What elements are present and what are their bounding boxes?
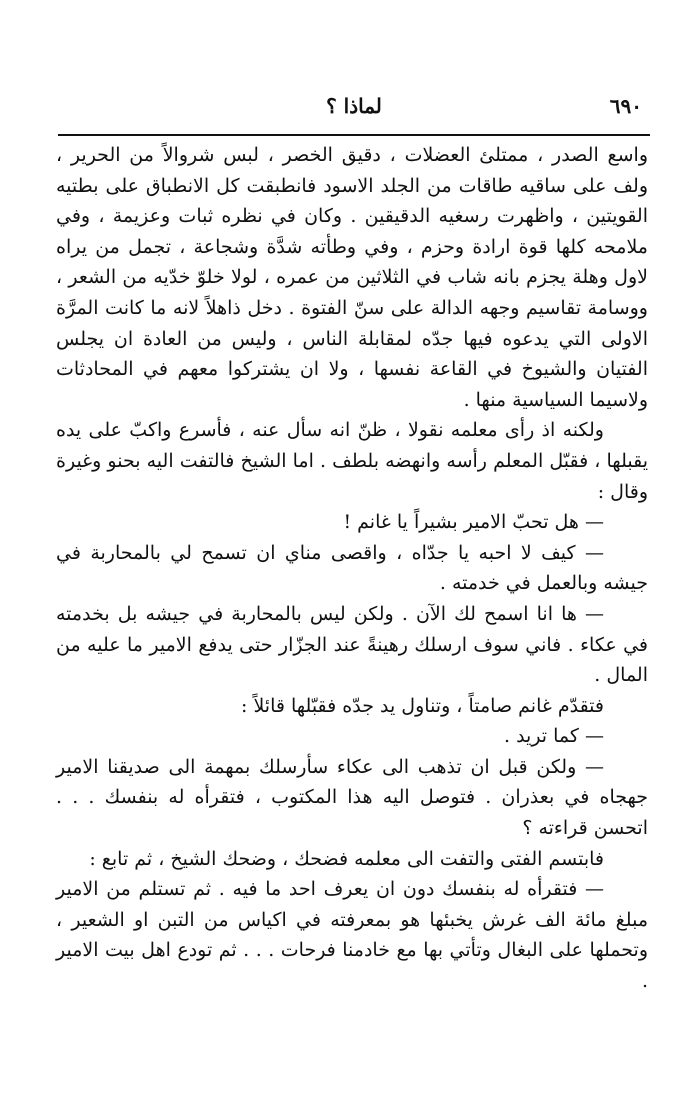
paragraph-4: فابتسم الفتى والتفت الى معلمه فضحك ، وضحك الشيخ ، ثم تابع :	[89, 847, 604, 870]
running-title: لماذا ؟	[326, 94, 382, 118]
page-number: ٦٩٠	[609, 94, 642, 118]
dialog-line-4: — كما تريد .	[503, 725, 604, 748]
dialog-line-1: — هل تحبّ الامير بشيراً يا غانم !	[343, 511, 604, 534]
page-header	[58, 94, 650, 124]
dialog-line-2: — كيف لا احبه يا جدّاه ، واقصى مناي ان تسمح لي بالمحاربة في جيشه وبالعمل في خدمته .	[56, 541, 648, 595]
dialog-line-3: — ها انا اسمح لك الآن . ولكن ليس بالمحاربة في جيشه بل بخدمته في عكاء . فاني سوف ارسلك رهينةً عند الجزّار حتى يدفع الامير ما عليه من المال .	[56, 602, 648, 687]
paragraph-3: فتقدّم غانم صامتاً ، وتناول يد جدّه فقبّلها قائلاً :	[241, 694, 604, 717]
body-text	[56, 140, 648, 997]
header-rule	[58, 134, 650, 136]
dialog-line-5: — ولكن قبل ان تذهب الى عكاء سأرسلك بمهمة الى صديقنا الامير جهجاه في بعذران . فتوصل اليه هذا المكتوب ، فتقرأه له بنفسك . . . اتحسن قراءته ؟	[56, 755, 648, 840]
paragraph-1: واسع الصدر ، ممتلئ العضلات ، دقيق الخصر ، لبس شروالاً من الحرير ، ولف على ساقيه طاقات من الجلد الاسود فانطبقت كل الانطباق على بطتيه القويتين ، واظهرت رسغيه الدقيقين . وكان في نظره ثبات وعزيمة ، وفي ملامحه كلها قوة ارادة وحزم ، وفي وطأته شدَّة وشجاعة ، تجمل من يراه لاول وهلة يجزم بانه شاب في الثلاثين من عمره ، لولا خلوّ خدّيه من الشعر ، ووسامة تقاسيم وجهه الدالة على سنّ الفتوة . دخل ذاهلاً لانه ما كانت المرَّة الاولى التي يدعوه فيها جدّه لمقابلة الناس ، وليس من العادة ان يجلس الفتيان والشيوخ في القاعة نفسها ، ولا ان يشتركوا معهم في المحادثات ولاسيما السياسية منها .	[56, 144, 648, 411]
dialog-line-6: — فتقرأه له بنفسك دون ان يعرف احد ما فيه . ثم تستلم من الامير مبلغ مائة الف غرش يخبئها هو بمعرفته في اكياس من التبن او الشعير ، وتحملها على البغال وتأتي بها مع خادمنا فرحات . . . ثم تودع اهل بيت الامير .	[56, 878, 648, 993]
paragraph-2: ولكنه اذ رأى معلمه نقولا ، ظنّ انه سأل عنه ، فأسرع واكبّ على يده يقبلها ، فقبّل المعلم رأسه وانهضه بلطف . اما الشيخ فالتفت اليه بحنو وغيرة وقال :	[56, 419, 648, 503]
